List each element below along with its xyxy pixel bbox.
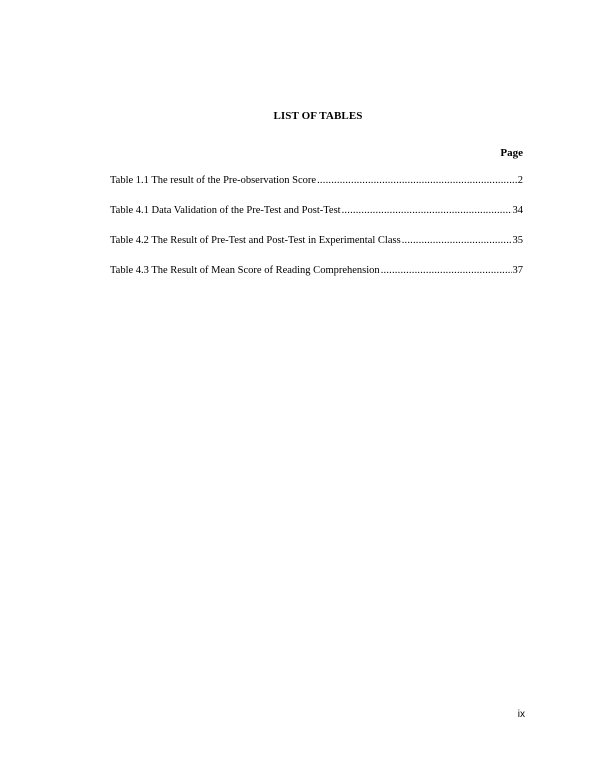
dot-leader xyxy=(317,174,517,188)
toc-entry xyxy=(110,174,523,204)
toc-entry-page: 34 xyxy=(512,205,523,216)
dot-leader xyxy=(402,234,512,248)
dot-leader xyxy=(342,204,512,218)
toc-entry xyxy=(110,234,523,264)
toc-entry xyxy=(110,264,523,294)
list-of-tables xyxy=(110,174,523,294)
toc-entry-title: Table 1.1 The result of the Pre-observation Score xyxy=(110,175,317,186)
toc-entry-title: Table 4.2 The Result of Pre-Test and Post-Test in Experimental Class xyxy=(110,235,401,246)
toc-entry-title: Table 4.3 The Result of Mean Score of Reading Comprehension xyxy=(110,265,380,276)
page-heading: LIST OF TABLES xyxy=(273,110,363,122)
toc-entry xyxy=(110,204,523,234)
page-number: ix xyxy=(517,709,525,720)
toc-entry-page: 2 xyxy=(517,175,523,186)
toc-entry-page: 35 xyxy=(512,235,523,246)
toc-entry-title: Table 4.1 Data Validation of the Pre-Test and Post-Test xyxy=(110,205,341,216)
toc-entry-page: 37 xyxy=(512,265,523,276)
page-column-label: Page xyxy=(500,147,523,159)
dot-leader xyxy=(381,264,512,278)
